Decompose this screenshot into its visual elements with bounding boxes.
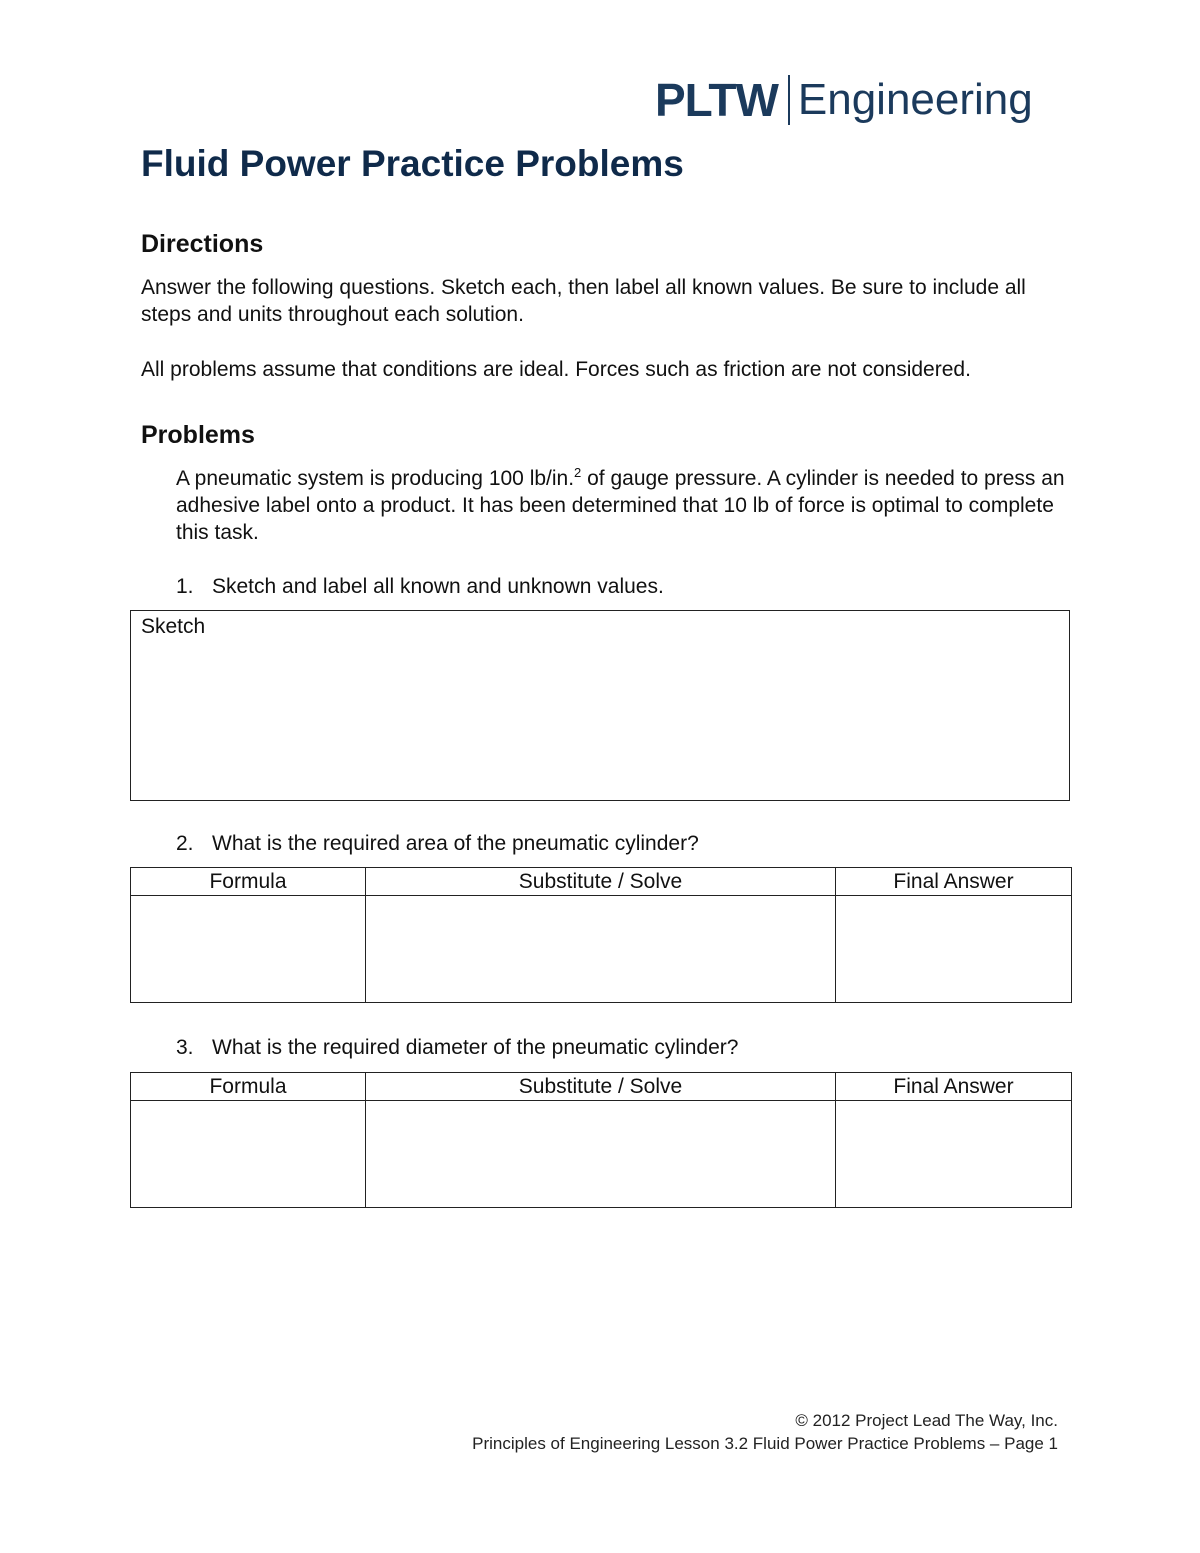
sketch-area[interactable] (130, 610, 1070, 801)
formula-header: Formula (131, 868, 366, 896)
problem-superscript: 2 (574, 465, 582, 480)
question-number: 1. (176, 575, 194, 598)
question-1 (176, 573, 664, 600)
formula-header: Formula (131, 1073, 366, 1101)
question-text: What is the required area of the pneumatic cylinder? (212, 832, 699, 855)
footer-copyright: © 2012 Project Lead The Way, Inc. (795, 1411, 1058, 1430)
question-text: Sketch and label all known and unknown values. (212, 575, 664, 598)
substitute-solve-cell[interactable] (366, 896, 836, 1003)
page-title: Fluid Power Practice Problems (141, 143, 684, 184)
final-answer-cell[interactable] (836, 896, 1072, 1003)
footer-course-line: Principles of Engineering Lesson 3.2 Fluid Power Practice Problems – Page 1 (472, 1434, 1058, 1453)
logo-division: Engineering (797, 75, 1033, 124)
logo-divider (788, 75, 790, 125)
question-3 (176, 1034, 738, 1061)
problems-heading: Problems (141, 421, 255, 449)
question-2 (176, 830, 699, 857)
directions-heading: Directions (141, 230, 264, 258)
question-text: What is the required diameter of the pneumatic cylinder? (212, 1036, 739, 1059)
problem-text-start: A pneumatic system is producing 100 lb/in. (176, 467, 575, 490)
final-answer-cell[interactable] (836, 1101, 1072, 1208)
problem-statement (176, 465, 1066, 546)
final-answer-header: Final Answer (836, 1073, 1072, 1101)
sketch-label: Sketch (141, 615, 206, 638)
formula-cell[interactable] (131, 896, 366, 1003)
problem-text-end: of gauge pressure. A cylinder is needed to press an adhesive label onto a product. It has been determined that 10 lb of force is optimal to complete this task. (176, 467, 1065, 544)
question-number: 3. (176, 1036, 194, 1059)
answer-table-q3 (130, 1072, 1072, 1208)
substitute-solve-header: Substitute / Solve (366, 868, 836, 896)
directions-paragraph-1: Answer the following questions. Sketch each, then label all known values. Be sure to include all steps and units throughout each solution. (141, 276, 1026, 326)
logo-brand: PLTW (655, 74, 778, 126)
directions-paragraph-2: All problems assume that conditions are ideal. Forces such as friction are not considered. (141, 358, 971, 381)
formula-cell[interactable] (131, 1101, 366, 1208)
final-answer-header: Final Answer (836, 868, 1072, 896)
substitute-solve-cell[interactable] (366, 1101, 836, 1208)
answer-table-q2 (130, 867, 1072, 1003)
substitute-solve-header: Substitute / Solve (366, 1073, 836, 1101)
pltw-engineering-logo (655, 72, 1033, 128)
question-number: 2. (176, 832, 194, 855)
